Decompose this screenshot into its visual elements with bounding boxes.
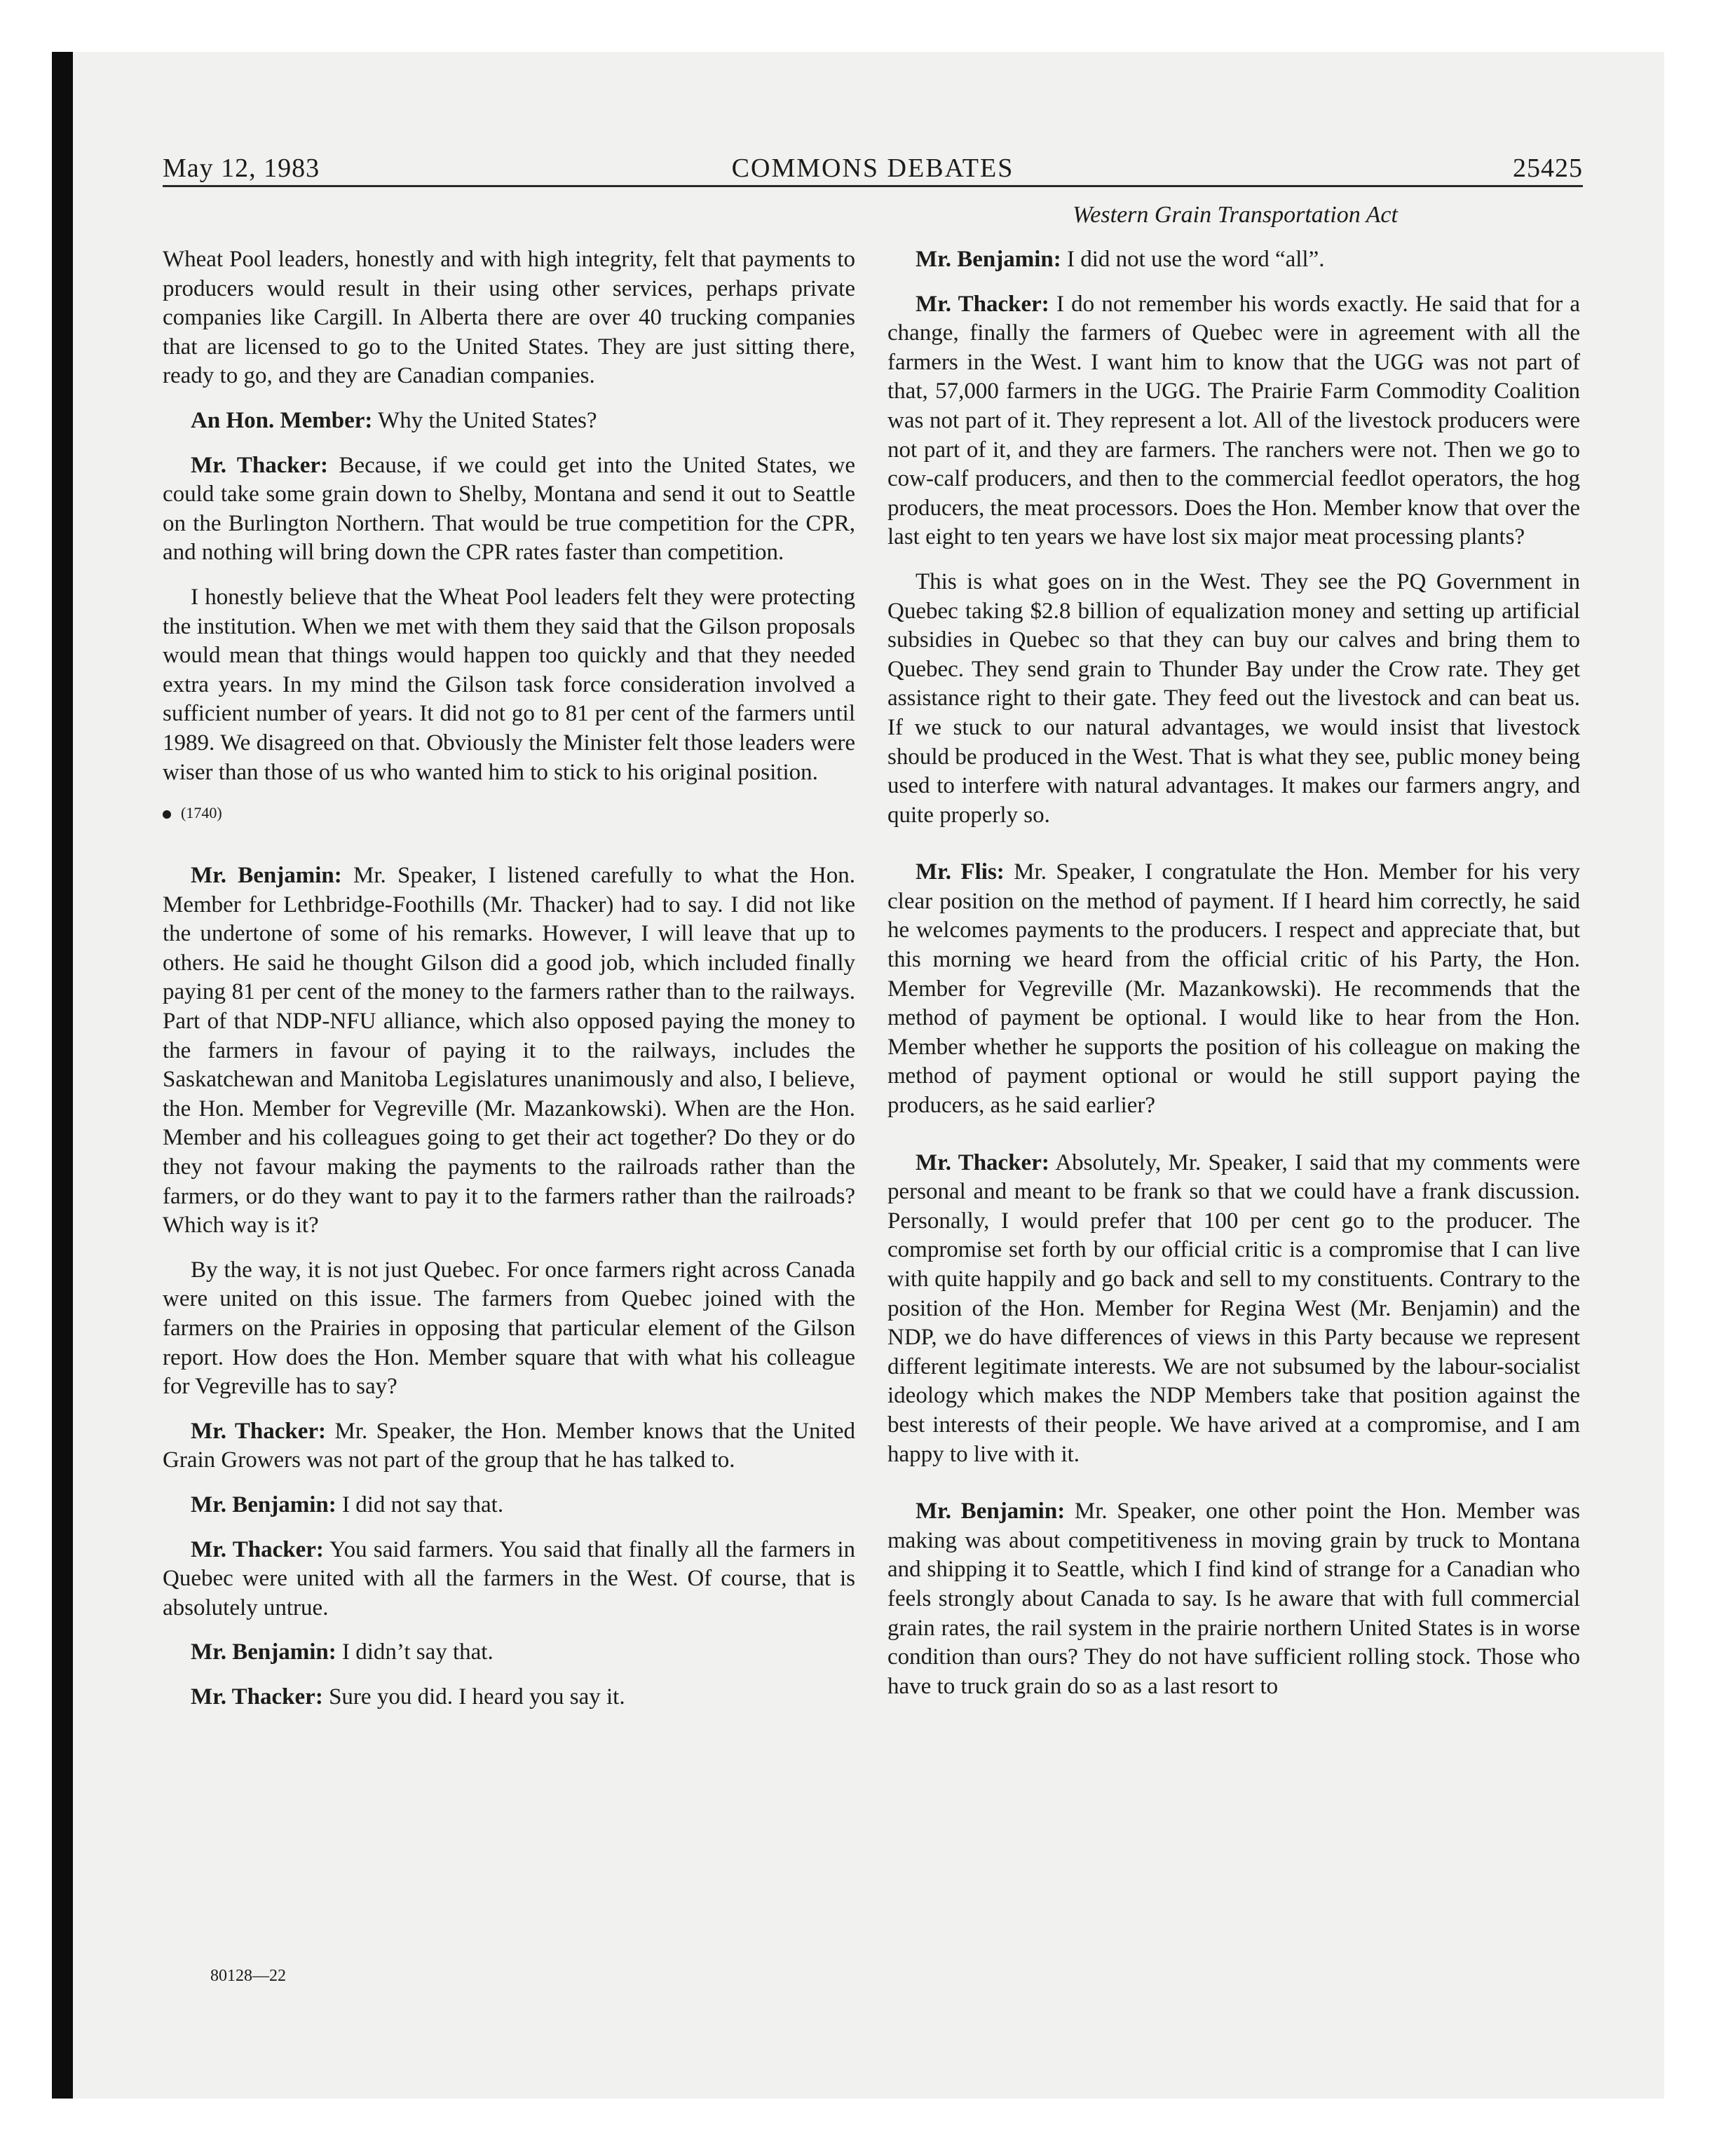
speaker-name: Mr. Benjamin: — [916, 247, 1061, 272]
speech-text: I do not remember his words exactly. He said that for a change, finally the farmers of Quebec were in agreement with all the farmers in the West. I want him to know that the UGG was not part of that, 57,000 farmers in the UGG. The Prairie Farm Commodity Coalition was not part of it. They represent a lot. All of the livestock producers were not part of it, and they are farmers. The ranchers were not. Then we go to cow-calf producers, and then to the commercial feedlot operators, the hog producers, the meat processors. Does the Hon. Member know that over the last eight to ten years we have lost six major meat processing plants? — [887, 291, 1580, 550]
footer-code: 80128—22 — [210, 1967, 286, 1985]
speaker-name: Mr. Benjamin: — [916, 1499, 1066, 1524]
speaker-name: Mr. Thacker: — [191, 452, 329, 478]
speaker-name: An Hon. Member: — [191, 407, 373, 433]
speaker-name: Mr. Benjamin: — [191, 1639, 336, 1665]
speech-text: I did not use the word “all”. — [1061, 247, 1325, 272]
speech-paragraph — [887, 290, 1580, 552]
speech-paragraph — [163, 407, 855, 436]
right-column — [887, 245, 1580, 1717]
speech-text: I did not say that. — [336, 1492, 504, 1517]
speech-text: Because, if we could get into the United States, we could take some grain down to Shelby, Montana and send it out to Seattle on the Burlington Northern. That would be true competition for the CPR, and nothing will bring down the CPR rates faster than competition. — [163, 452, 855, 566]
speaker-name: Mr. Benjamin: — [191, 863, 342, 889]
speech-paragraph — [887, 858, 1580, 1120]
speaker-name: Mr. Flis: — [916, 859, 1005, 885]
paragraph: I honestly believe that the Wheat Pool leaders felt they were protecting the institution. When we met with them they said that the Gilson proposals would mean that things would happen too quickly and that they needed extra years. In my mind the Gilson task force consideration involved a sufficient number of years. It did not go to 81 per cent of the farmers until 1989. We disagreed on that. Obviously the Minister felt those leaders were wiser than those of us who wanted him to stick to his original position. — [163, 584, 855, 785]
timestamp-marker — [163, 803, 855, 824]
speech-text: Mr. Speaker, I listened carefully to what the Hon. Member for Lethbridge-Foothills (Mr. Thacker) had to say. I did not like the undertone of some of his remarks. However, I will leave that up to others. He said he thought Gilson did a good job, which included finally paying 81 per cent of the money to the farmers rather than to the railways. Part of that NDP-NFU alliance, which also opposed paying the money to the farmers in favour of paying it to the railways, includes the Saskatchewan and Manitoba Legislatures unanimously and also, I believe, the Hon. Member for Vegreville (Mr. Mazankowski). When are the Hon. Member and his colleagues going to get their act together? Do they or do they not favour making the payments to the railroads rather than the farmers, or do they want to pay it to the farmers rather than the railroads? Which way is it? — [163, 863, 856, 1239]
header-date: May 12, 1983 — [163, 153, 320, 183]
speaker-name: Mr. Thacker: — [191, 1684, 323, 1710]
speech-paragraph — [163, 1417, 855, 1475]
bullet-icon — [163, 810, 171, 819]
speech-paragraph — [163, 451, 855, 568]
speaker-name: Mr. Thacker: — [916, 291, 1049, 317]
speech-text: I didn’t say that. — [336, 1639, 494, 1665]
speaker-name: Mr. Thacker: — [916, 1149, 1049, 1175]
speech-paragraph — [163, 1638, 855, 1667]
paragraph: By the way, it is not just Quebec. For once farmers right across Canada were united on this issue. The farmers from Quebec joined with the farmers on the Prairies in opposing that particular element of the Gilson report. How does the Hon. Member square that with what his colleague for Vegreville has to say? — [163, 1257, 855, 1400]
speech-text: Absolutely, Mr. Speaker, I said that my comments were personal and meant to be frank so that we could have a frank discussion. Personally, I would prefer that 100 per cent go to the producer. The compromise set forth by our official critic is a compromise that I can live with quite happily and go back and sell to my constituents. Contrary to the position of the Hon. Member for Regina West (Mr. Benjamin) and the NDP, we do have differences of views in this Party because we represent different legitimate interests. We are not subsumed by the labour-socialist ideology which makes the NDP Members take that position against the best interests of their people. We have arived at a compromise, and I am happy to live with it. — [887, 1149, 1580, 1467]
speech-text: Mr. Speaker, I congratulate the Hon. Member for his very clear position on the method of payment. If I heard him correctly, he said he welcomes payments to the producers. I respect and appreciate that, but this morning we heard from the official critic of his Party, the Hon. Member for Vegreville (Mr. Mazankowski). He recommends that the method of payment be optional. I would like to hear from the Hon. Member whether he supports the position of his colleague on making the method of payment optional or would he still support paying the producers, as he said earlier? — [887, 859, 1580, 1119]
header-rule — [163, 185, 1583, 187]
timestamp-text: (1740) — [181, 804, 222, 822]
speech-paragraph — [163, 861, 855, 1241]
speech-paragraph — [887, 1149, 1580, 1470]
speaker-name: Mr. Benjamin: — [191, 1492, 336, 1517]
speech-paragraph — [163, 1683, 855, 1712]
paragraph: This is what goes on in the West. They see the PQ Government in Quebec taking $2.8 billion of equalization money and setting up artificial subsidies in Quebec so that they can buy our calves and bring them to Quebec. They send grain to Thunder Bay under the Crow rate. They get assistance right to their gate. They feed out the livestock and can beat us. If we stuck to our natural advantages, we would insist that livestock should be produced in the West. That is what they see, public money being used to interfere with natural advantages. It makes our farmers angry, and quite properly so. — [887, 568, 1580, 828]
speaker-name: Mr. Thacker: — [191, 1418, 327, 1444]
speech-paragraph — [887, 245, 1580, 275]
left-column — [163, 245, 855, 1728]
page-header — [163, 147, 1583, 189]
speech-text: Why the United States? — [372, 407, 597, 433]
speech-text: Sure you did. I heard you say it. — [322, 1684, 625, 1710]
scan-border — [52, 52, 73, 2099]
speech-paragraph — [163, 1491, 855, 1520]
section-title: Western Grain Transportation Act — [1073, 202, 1398, 228]
speaker-name: Mr. Thacker: — [191, 1536, 324, 1562]
speech-paragraph — [163, 1536, 855, 1623]
speech-paragraph — [887, 1497, 1580, 1701]
speech-text: Mr. Speaker, the Hon. Member knows that the United Grain Growers was not part of the group that he has talked to. — [163, 1418, 855, 1473]
speech-text: You said farmers. You said that finally all the farmers in Quebec were united with all the farmers in the West. Of course, that is absolutely untrue. — [163, 1536, 855, 1621]
speech-text: Mr. Speaker, one other point the Hon. Member was making was about competitiveness in moving grain by truck to Montana and shipping it to Seattle, which I find kind of strange for a Canadian who feels strongly about Canada to say. Is he aware that with full commercial grain rates, the rail system in the prairie northern United States is in worse condition than ours? They do not have sufficient rolling stock. Those who have to truck grain do so as a last resort to — [887, 1499, 1580, 1699]
header-page-number: 25425 — [1513, 153, 1583, 183]
header-title: COMMONS DEBATES — [731, 153, 1014, 183]
paragraph: Wheat Pool leaders, honestly and with high integrity, felt that payments to producers would result in their using other services, perhaps private companies like Cargill. In Alberta there are over 40 trucking companies that are licensed to go to the United States. They are just sitting there, ready to go, and they are Canadian companies. — [163, 247, 855, 389]
